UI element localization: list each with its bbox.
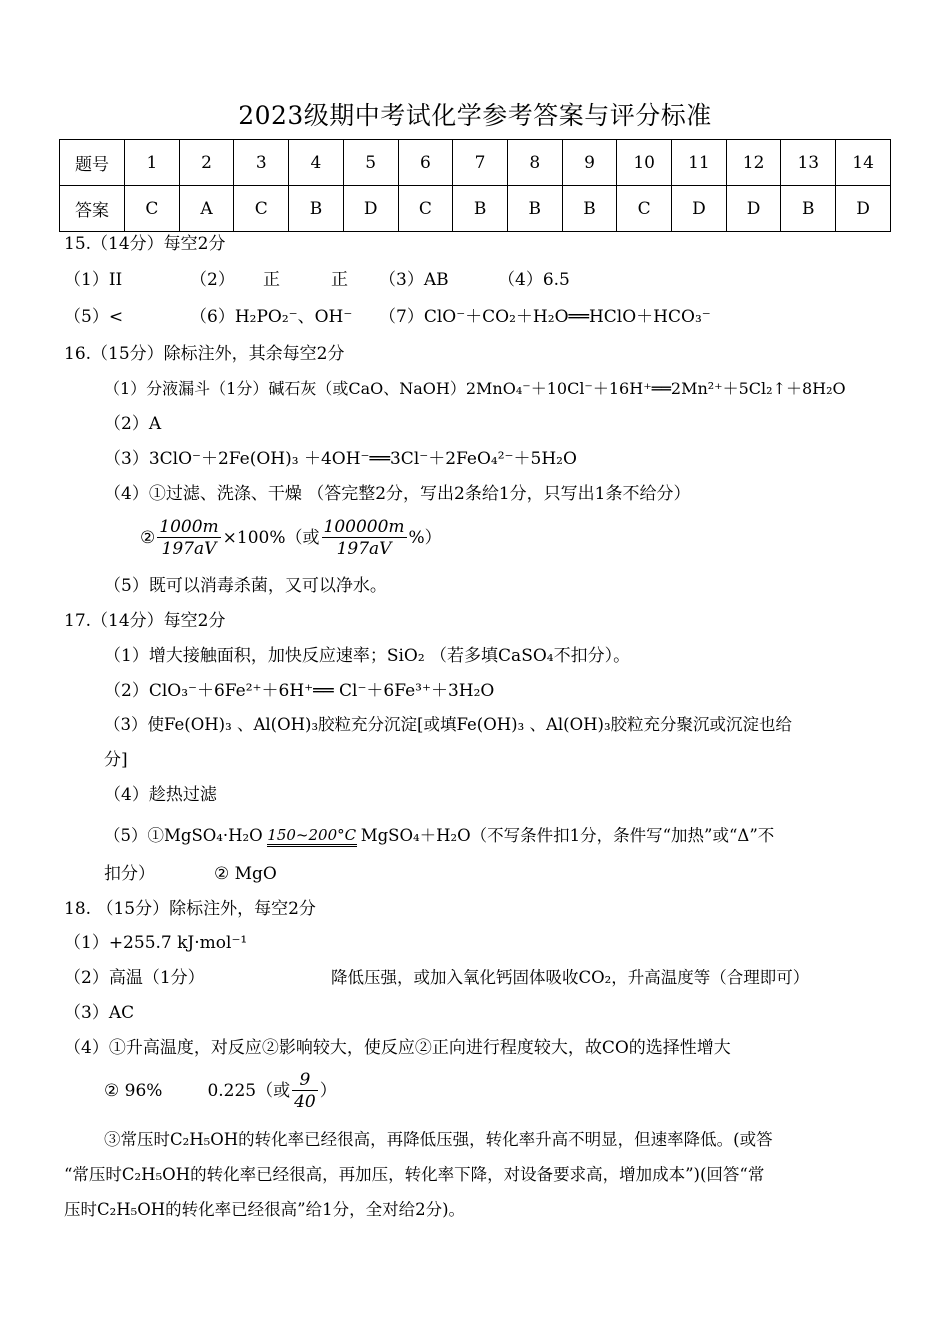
q16-answer-2: （2）A bbox=[104, 414, 162, 434]
q15-answer-2-label: （2） bbox=[190, 270, 235, 290]
fraction-numerator: 9 bbox=[292, 1070, 318, 1091]
fraction-denominator: 197aV bbox=[336, 539, 392, 559]
table-cell: D bbox=[672, 186, 727, 232]
table-cell: 2 bbox=[179, 140, 234, 186]
table-cell: C bbox=[398, 186, 453, 232]
q15-heading: 15.（14分）每空2分 bbox=[64, 234, 226, 254]
fraction-denominator: 40 bbox=[294, 1092, 316, 1112]
q16-formula-line bbox=[140, 516, 442, 560]
q18-answer-6-cont: “常压时C₂H₅OH的转化率已经很高，再加压，转化率下降，对设备要求高，增加成本”)(回答“常 bbox=[64, 1165, 765, 1184]
table-cell: C bbox=[617, 186, 672, 232]
q17-answer-5-second: ② MgO bbox=[214, 864, 277, 884]
q15-answer-6: （6）H₂PO₂⁻、OH⁻ bbox=[190, 307, 353, 327]
q15-answer-3: （3）AB bbox=[379, 270, 449, 290]
q17-answer-1: （1）增大接触面积，加快反应速率；SiO₂ （若多填CaSO₄不扣分）。 bbox=[104, 646, 631, 666]
q16-answer-4: （4）①过滤、洗涤、干燥 （答完整2分，写出2条给1分，只写出1条不给分） bbox=[104, 484, 691, 504]
q16-answer-1: （1）分液漏斗（1分）碱石灰（或CaO、NaOH）2MnO₄⁻＋10Cl⁻＋16H⁺══2Mn²⁺＋5Cl₂↑＋8H₂O bbox=[104, 379, 846, 398]
table-cell: 9 bbox=[562, 140, 617, 186]
q18-answer-1: （1）+255.7 kJ·mol⁻¹ bbox=[64, 933, 248, 953]
q17-answer-5-product: MgSO₄＋H₂O（不写条件扣1分，条件写“加热”或“Δ”不 bbox=[360, 826, 775, 845]
q15-answer-1: （1）II bbox=[64, 270, 123, 290]
table-cell: 14 bbox=[836, 140, 891, 186]
table-cell: 3 bbox=[234, 140, 289, 186]
table-cell: 13 bbox=[781, 140, 836, 186]
answer-table bbox=[59, 139, 891, 232]
q15-answer-4: （4）6.5 bbox=[498, 270, 570, 290]
table-cell: 7 bbox=[453, 140, 508, 186]
table-cell: D bbox=[836, 186, 891, 232]
fraction-numerator: 1000m bbox=[159, 517, 219, 537]
table-cell: B bbox=[562, 186, 617, 232]
table-header-label: 题号 bbox=[60, 140, 125, 186]
q16-answer-3: （3）3ClO⁻＋2Fe(OH)₃ ＋4OH⁻══3Cl⁻＋2FeO₄²⁻＋5H₂O bbox=[104, 449, 577, 469]
table-cell: 11 bbox=[672, 140, 727, 186]
q15-answer-5: （5）< bbox=[64, 307, 124, 327]
q18-fraction bbox=[292, 1070, 318, 1113]
fraction-numerator: 100000m bbox=[323, 517, 405, 537]
table-cell: C bbox=[125, 186, 180, 232]
q18-answer-5b: 0.225（或 bbox=[207, 1081, 291, 1101]
reaction-condition bbox=[267, 826, 357, 847]
q18-answer-5a: ② 96% bbox=[104, 1081, 163, 1101]
q18-heading: 18. （15分）除标注外，每空2分 bbox=[64, 899, 316, 919]
page-title: 2023级期中考试化学参考答案与评分标准 bbox=[238, 101, 712, 130]
q16-formula-prefix: ② bbox=[140, 528, 156, 548]
q16-fraction-1 bbox=[157, 517, 220, 560]
q18-answer-2b: 降低压强，或加入氧化钙固体吸收CO₂，升高温度等（合理即可） bbox=[331, 968, 810, 987]
table-cell: 4 bbox=[289, 140, 344, 186]
table-cell: A bbox=[179, 186, 234, 232]
table-row-answers bbox=[60, 186, 891, 232]
q18-answer-2a: （2）高温（1分） bbox=[64, 968, 205, 988]
q18-answer-5 bbox=[104, 1069, 337, 1113]
table-cell: D bbox=[726, 186, 781, 232]
q18-answer-6-end: 压时C₂H₅OH的转化率已经很高”给1分，全对给2分)。 bbox=[64, 1200, 466, 1219]
q17-heading: 17.（14分）每空2分 bbox=[64, 611, 226, 631]
equals-sign bbox=[267, 844, 357, 847]
q18-answer-3: （3）AC bbox=[64, 1003, 135, 1023]
q17-answer-5 bbox=[104, 816, 774, 856]
table-cell: 5 bbox=[343, 140, 398, 186]
table-cell: 12 bbox=[726, 140, 781, 186]
reaction-condition-text: 150~200°C bbox=[267, 826, 357, 844]
q17-answer-3-cont: 分] bbox=[104, 750, 128, 770]
q17-answer-5-reactant: （5）①MgSO₄·H₂O bbox=[104, 826, 263, 845]
table-cell: C bbox=[234, 186, 289, 232]
q18-answer-4: （4）①升高温度，对反应②影响较大，使反应②正向进行程度较大，故CO的选择性增大 bbox=[64, 1038, 731, 1058]
table-cell: 1 bbox=[125, 140, 180, 186]
q18-answer-6: ③常压时C₂H₅OH的转化率已经很高，再降低压强，转化率升高不明显，但速率降低。(或答 bbox=[104, 1130, 773, 1149]
q15-answer-7: （7）ClO⁻＋CO₂＋H₂O══HClO＋HCO₃⁻ bbox=[379, 307, 711, 327]
table-row-numbers bbox=[60, 140, 891, 186]
q17-answer-4: （4）趁热过滤 bbox=[104, 785, 217, 805]
q16-answer-5: （5）既可以消毒杀菌，又可以净水。 bbox=[104, 576, 387, 596]
table-answer-label: 答案 bbox=[60, 186, 125, 232]
q16-fraction-2 bbox=[322, 517, 407, 560]
q15-answer-2a: 正 bbox=[263, 270, 280, 290]
table-cell: 8 bbox=[507, 140, 562, 186]
table-cell: 10 bbox=[617, 140, 672, 186]
q17-answer-5-cont: 扣分） bbox=[104, 864, 155, 884]
q16-formula-middle: ×100%（或 bbox=[222, 528, 320, 548]
table-cell: D bbox=[343, 186, 398, 232]
q16-formula-suffix: %） bbox=[408, 528, 442, 548]
table-cell: B bbox=[781, 186, 836, 232]
q17-answer-3: （3）使Fe(OH)₃ 、Al(OH)₃胶粒充分沉淀[或填Fe(OH)₃ 、Al(OH)₃胶粒充分聚沉或沉淀也给 bbox=[104, 715, 793, 734]
table-cell: B bbox=[507, 186, 562, 232]
table-cell: B bbox=[289, 186, 344, 232]
q16-heading: 16.（15分）除标注外，其余每空2分 bbox=[64, 344, 345, 364]
q17-answer-2: （2）ClO₃⁻＋6Fe²⁺＋6H⁺══ Cl⁻＋6Fe³⁺＋3H₂O bbox=[104, 681, 495, 701]
q15-answer-2b: 正 bbox=[331, 270, 348, 290]
q18-answer-5c: ） bbox=[319, 1081, 337, 1101]
table-cell: B bbox=[453, 186, 508, 232]
table-cell: 6 bbox=[398, 140, 453, 186]
fraction-denominator: 197aV bbox=[161, 539, 217, 559]
